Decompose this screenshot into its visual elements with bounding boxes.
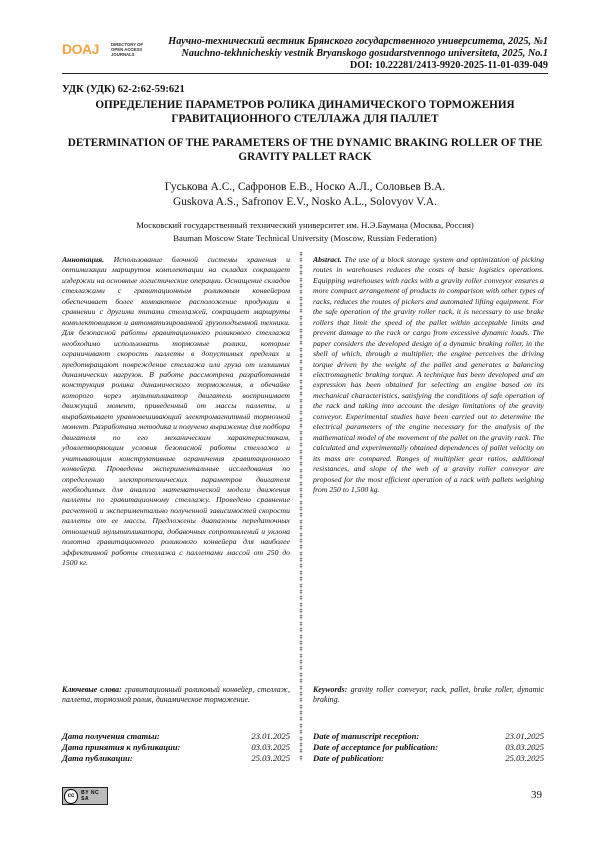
keywords-ru xyxy=(62,685,290,706)
doaj-logo xyxy=(62,38,158,60)
header-rule xyxy=(62,73,548,74)
authors-en: Guskova A.S., Safronov E.V., Nosko A.L., Solovyov V.A. xyxy=(62,196,548,208)
svg-text:DOAJ: DOAJ xyxy=(62,41,99,57)
keywords-en-label: Keywords: xyxy=(313,685,347,694)
title-ru: ОПРЕДЕЛЕНИЕ ПАРАМЕТРОВ РОЛИКА ДИНАМИЧЕСКОГО ТОРМОЖЕНИЯ ГРАВИТАЦИОННОГО СТЕЛЛАЖА ДЛЯ ПАЛЛЕТ xyxy=(62,99,548,126)
title-en: DETERMINATION OF THE PARAMETERS OF THE DYNAMIC BRAKING ROLLER OF THE GRAVITY PALLET RACK xyxy=(62,137,548,164)
authors-ru: Гуськова А.С., Сафронов Е.В., Носко А.Л., Соловьев В.А. xyxy=(62,181,548,193)
column-separator: ‡ ‡ ‡ ‡ ‡ ‡ ‡ ‡ ‡ ‡ ‡ ‡ ‡ ‡ ‡ ‡ ‡ ‡ ‡ ‡ ‡ ‡ ‡ ‡ ‡ ‡ ‡ ‡ ‡ ‡ ‡ ‡ ‡ ‡ ‡ ‡ ‡ ‡ ‡ ‡ ‡ ‡ ‡ ‡ ‡ ‡ ‡ ‡ ‡ ‡ ‡ ‡ ‡ ‡ ‡ ‡ ‡ ‡ ‡ ‡ ‡ ‡ ‡ ‡ ‡ ‡ ‡ ‡ ‡ ‡ ‡ ‡ ‡ ‡ ‡ ‡ ‡ ‡ ‡ ‡ xyxy=(297,252,305,762)
dates-ru xyxy=(62,731,290,765)
cc-license-badge[interactable] xyxy=(62,787,108,805)
date-value: 25.03.2025 xyxy=(251,753,290,764)
date-value: 23.01.2025 xyxy=(251,731,290,742)
affiliation-ru: Московский государственный технический университет им. Н.Э.Баумана (Москва, Россия) xyxy=(62,220,548,230)
cc-license-text: BY NC SA xyxy=(81,790,107,802)
keywords-en xyxy=(313,685,544,706)
abstract-en-text: The use of a block storage system and optimization of picking routes in warehouses reduces the costs of basic logistics operations. Equipping warehouses with racks with a gravity roller conveyor ensures a more compact arrangement of products in comparison with other types of racks, reduces the routes of pickers and automated lifting equipment. For the safe operation of the gravity roller rack, it is necessary to use brake rollers that limit the speed of the pallet within acceptable limits and prevent damage to the rack or cargo from excessive dynamic loads. The paper considers the developed design of a dynamic braking roller, in the shell of which, through a multiplier, the engine perceives the driving torque driven by the weight of the pallet and generates a balancing electromagnetic braking torque. A technique has been developed and an expression has been obtained for selecting an engine based on its mechanical characteristics, satisfying the conditions of safe operation of the rack and taking into account the design limitations of the gravity conveyor. Experimental studies have been carried out to determine the electrical parameters of the engine necessary for the analysis of the mathematical model of the movement of the pallet on the gravity rack. The calculated and experimentally obtained dependences of pallet velocity on its mass are compared. Ranges of multiplier gear ratios, additional resistances, and slope of the web of a gravity roller conveyor are proposed for the most efficient operation of a rack with pallets weighing from 250 to 1,500 kg. xyxy=(313,255,544,494)
udc-code: УДК (УДК) 62-2:62-59:621 xyxy=(62,84,185,95)
doaj-caption-line: OPEN ACCESS xyxy=(111,47,143,52)
journal-header xyxy=(148,36,548,72)
keywords-en-text: gravity roller conveyor, rack, pallet, brake roller, dynamic braking. xyxy=(313,685,544,704)
doi: DOI: 10.22281/2413-9920-2025-11-01-039-049 xyxy=(148,60,548,72)
date-label: Date of manuscript reception: xyxy=(313,731,419,742)
date-row xyxy=(313,753,544,764)
doaj-caption xyxy=(111,42,143,57)
date-label: Date of publication: xyxy=(313,753,384,764)
abstract-ru-label: Аннотация. xyxy=(62,255,104,264)
abstract-ru xyxy=(62,255,290,569)
journal-name-ru: Научно-технический вестник Брянского государственного университета, 2025, №1 xyxy=(148,36,548,48)
dates-en xyxy=(313,731,544,765)
date-row xyxy=(313,731,544,742)
date-value: 23.01.2025 xyxy=(505,731,544,742)
abstract-en-label: Abstract. xyxy=(313,255,342,264)
page-number: 39 xyxy=(531,789,542,801)
date-row xyxy=(313,742,544,753)
affiliation-en: Bauman Moscow State Technical University (Moscow, Russian Federation) xyxy=(62,233,548,243)
abstract-en xyxy=(313,255,544,495)
doaj-mark xyxy=(62,41,108,57)
cc-icon: cc xyxy=(64,789,78,804)
abstract-ru-text: Использование блочной системы хранения и оптимизации маршрутов комплектации на складах сокращает издержки на основные логистические операции. Оснащение складов стеллажами с гравитационным роликовым конвейером обеспечивает более компактное расположение продукции в сравнении с другими типами стеллажей, сокращает маршруты комплектовщиков и автоматизированной грузоподъемной техники. Для безопасной работы гравитационного роликового стеллажа необходимо использовать тормозные ролики, которые ограничивают скорость паллеты в допустимых пределах и предотвращают повреждение стеллажа или груза от излишних динамических нагрузок. В работе рассмотрена разработанная конструкция ролика динамического торможения, в обечайке которого через мультипликатор двигатель воспринимает движущий момент, приведенный от массы паллеты, и вырабатывает уравновешивающий электромагнитный тормозной момент. Разработана методика и получено выражение для подбора двигателя по его механическим характеристикам, удовлетворяющим условия безопасной работы стеллажа и учитывающим конструктивные ограничения гравитационного конвейера. Проведены экспериментальные исследования по определению электротехнических параметров двигателя необходимых для анализа математической модели движения паллеты по гравитационному стеллажу. Проведено сравнение расчетной и экспериментально полученной зависимостей скорости паллеты от ее массы. Предложены диапазоны передаточных отношений мультипликатора, добавочных сопротивлений и уклона полотна гравитационного роликового конвейера для наиболее эффективной работы стеллажа с паллетами массой от 250 до 1500 кг. xyxy=(62,255,290,567)
date-row xyxy=(62,753,290,764)
date-value: 03.03.2025 xyxy=(251,742,290,753)
doaj-caption-line: DIRECTORY OF xyxy=(111,42,143,47)
date-label: Дата публикации: xyxy=(62,753,133,764)
date-value: 25.03.2025 xyxy=(505,753,544,764)
journal-name-en: Nauchno-tekhnicheskiy vestnik Bryanskogo gosudarstvennogo universiteta, 2025, No.1 xyxy=(148,48,548,60)
date-row xyxy=(62,742,290,753)
date-value: 03.03.2025 xyxy=(505,742,544,753)
keywords-ru-label: Ключевые слова: xyxy=(62,685,122,694)
keywords-ru-text: гравитационный роликовый конвейер, стеллаж, паллета, тормозной ролик, динамическое торможение. xyxy=(62,685,290,704)
date-label: Дата получения статьи: xyxy=(62,731,160,742)
date-label: Дата принятия к публикации: xyxy=(62,742,180,753)
date-row xyxy=(62,731,290,742)
date-label: Date of acceptance for publication: xyxy=(313,742,438,753)
doaj-caption-line: JOURNALS xyxy=(111,52,143,57)
